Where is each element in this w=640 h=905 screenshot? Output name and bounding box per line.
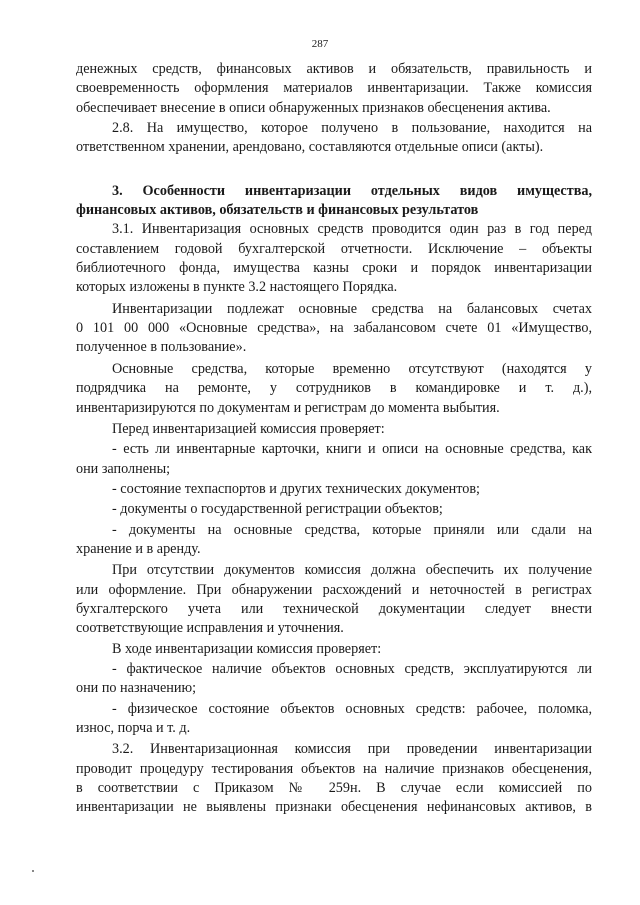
paragraph-p-before — [76, 420, 592, 439]
text-line: соответствующие исправления и уточнения. — [76, 620, 344, 637]
paragraph-p3-2 — [76, 740, 592, 817]
scan-speck — [32, 870, 34, 872]
paragraph-p-during — [76, 640, 592, 659]
text-line: подрядчика на ремонте, у сотрудников в командировке и т. д.), — [76, 380, 592, 397]
text-line: инвентаризации не выявлены признаки обесценения нефинансовых активов, в — [76, 799, 592, 816]
text-line: - физическое состояние объектов основных средств: рабочее, поломка, — [112, 700, 592, 717]
text-line: они по назначению; — [76, 680, 197, 697]
text-line: - есть ли инвентарные карточки, книги и описи на основные средства, как — [112, 441, 592, 458]
text-line: или оформление. При обнаружении расхождений и неточностей в регистрах — [76, 581, 592, 598]
paragraph-b4 — [76, 521, 592, 560]
text-line: финансовых активов, обязательств и финансовых результатов — [76, 202, 479, 219]
text-line: своевременность оформления материалов инвентаризации. Также комиссия — [76, 80, 592, 97]
text-line: хранение и в аренду. — [76, 540, 201, 557]
text-line: бухгалтерского учета или технической документации следует внести — [76, 600, 592, 617]
paragraph-p-nodocs — [76, 561, 592, 638]
text-line: 3.1. Инвентаризация основных средств проводится один раз в год перед — [112, 221, 592, 238]
text-line: которых изложены в пункте 3.2 настоящего Порядка. — [76, 279, 398, 296]
paragraph-p3-1 — [76, 220, 592, 297]
text-line: ответственном хранении, арендовано, составляются отдельные описи (акты). — [76, 139, 544, 156]
paragraph-b6 — [76, 700, 592, 739]
text-line: - состояние техпаспортов и других технических документов; — [112, 480, 480, 497]
paragraph-p-absent — [76, 360, 592, 418]
text-line: проводит процедуру тестирования объектов на наличие признаков обесценения, — [76, 760, 592, 777]
text-line: В ходе инвентаризации комиссия проверяет: — [112, 640, 382, 657]
text-line: они заполнены; — [76, 460, 171, 477]
text-line: 0 101 00 000 «Основные средства», на забалансовом счете 01 «Имущество, — [76, 320, 592, 337]
text-line: - документы о государственной регистрации объектов; — [112, 501, 443, 518]
document-body — [76, 60, 592, 818]
text-line: износ, порча и т. д. — [76, 720, 191, 736]
text-line: 3.2. Инвентаризационная комиссия при проведении инвентаризации — [112, 741, 592, 758]
text-line: библиотечного фонда, имущества казны сроки и порядок инвентаризации — [76, 260, 592, 277]
text-line: инвентаризируются по документам и регистрам до момента выбытия. — [76, 399, 500, 416]
section-heading — [76, 182, 592, 221]
paragraph-b3 — [76, 500, 592, 519]
text-line: Перед инвентаризацией комиссия проверяет: — [112, 420, 385, 437]
paragraph-b5 — [76, 660, 592, 699]
paragraph-p2-8 — [76, 119, 592, 158]
paragraph-cont — [76, 60, 592, 118]
text-line: полученное в пользование». — [76, 339, 247, 356]
paragraph-b2 — [76, 480, 592, 499]
text-line: 2.8. На имущество, которое получено в пользование, находится на — [112, 120, 592, 137]
text-line: в соответствии с Приказом № 259н. В случае если комиссией по — [76, 780, 592, 797]
paragraph-p-subject — [76, 300, 592, 358]
text-line: При отсутствии документов комиссия должна обеспечить их получение — [112, 562, 592, 579]
text-line: обеспечивает внесение в описи обнаруженных признаков обесценения актива. — [76, 99, 551, 116]
text-line: денежных средств, финансовых активов и обязательств, правильность и — [76, 61, 592, 77]
text-line: 3. Особенности инвентаризации отдельных видов имущества, — [112, 182, 592, 199]
text-line: - фактическое наличие объектов основных средств, эксплуатируются ли — [112, 660, 592, 677]
text-line: Основные средства, которые временно отсутствуют (находятся у — [112, 360, 592, 377]
text-line: Инвентаризации подлежат основные средства на балансовых счетах — [112, 300, 592, 317]
paragraph-b1 — [76, 440, 592, 479]
text-line: составлением годовой бухгалтерской отчетности. Исключение – объекты — [76, 240, 592, 257]
text-line: - документы на основные средства, которые приняли или сдали на — [112, 521, 592, 538]
page-number: 287 — [311, 38, 329, 50]
